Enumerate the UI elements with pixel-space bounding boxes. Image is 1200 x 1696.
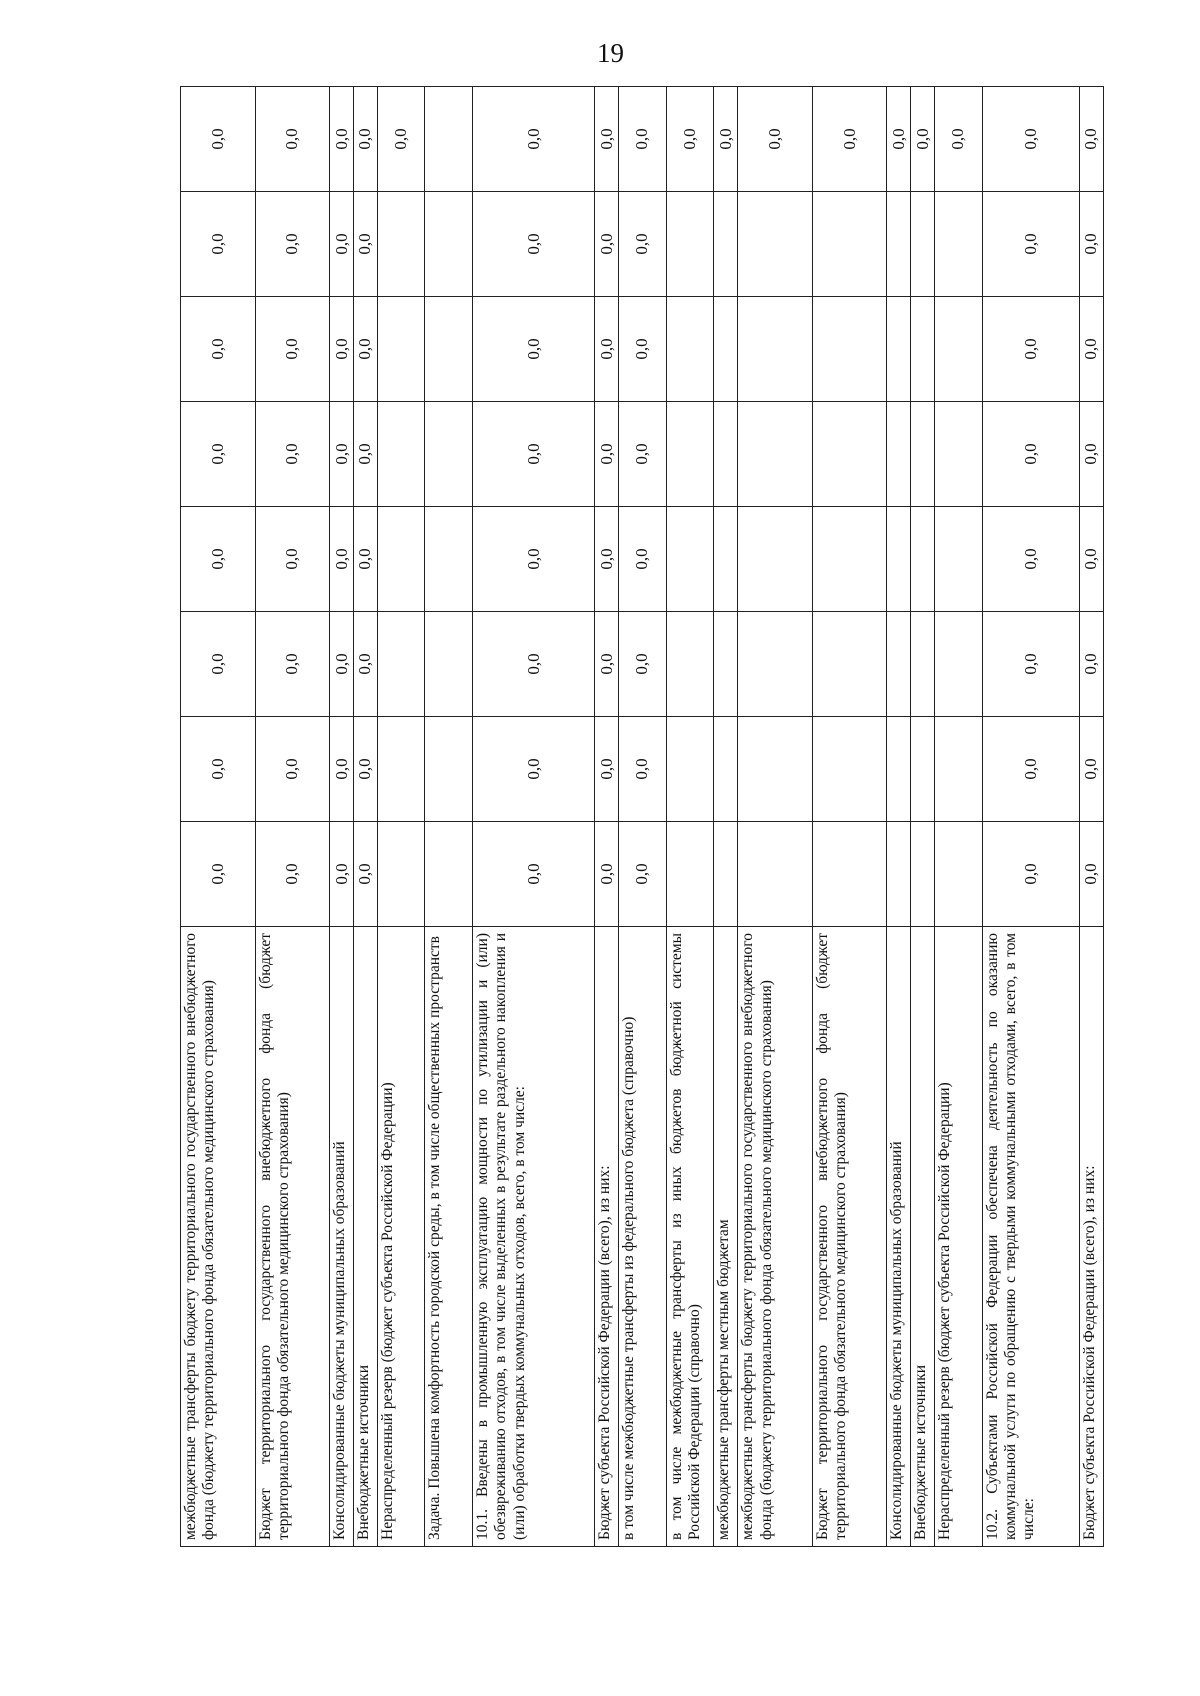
- table-row: [911, 87, 935, 1547]
- value-cell: [935, 402, 983, 507]
- value-cell: 0,0: [595, 717, 619, 822]
- value-cell: 0,0: [377, 87, 425, 192]
- value-cell: [911, 822, 935, 927]
- table-row: [619, 87, 667, 1547]
- table-row: [473, 87, 595, 1547]
- value-cell: 0,0: [595, 402, 619, 507]
- value-cell: 0,0: [595, 192, 619, 297]
- value-cell: [714, 822, 738, 927]
- value-cell: 0,0: [330, 192, 354, 297]
- value-cell: 0,0: [982, 402, 1079, 507]
- value-cell: 0,0: [887, 87, 911, 192]
- value-cell: 0,0: [353, 507, 377, 612]
- row-label: межбюджетные трансферты бюджету территориального государственного внебюджетного фонда (бюджету территориального фонда обязательного медицинского страхования): [181, 927, 256, 1547]
- table-row: [595, 87, 619, 1547]
- value-cell: [738, 717, 813, 822]
- rotated-table-wrapper: [180, 87, 1104, 1547]
- row-label: в том числе межбюджетные трансферты из федерального бюджета (справочно): [619, 927, 667, 1547]
- value-cell: [911, 402, 935, 507]
- value-cell: 0,0: [255, 297, 330, 402]
- value-cell: 0,0: [181, 507, 256, 612]
- value-cell: [812, 717, 887, 822]
- value-cell: 0,0: [330, 717, 354, 822]
- value-cell: [935, 717, 983, 822]
- value-cell: [911, 717, 935, 822]
- value-cell: [714, 507, 738, 612]
- value-cell: 0,0: [982, 822, 1079, 927]
- value-cell: [887, 192, 911, 297]
- value-cell: [425, 192, 473, 297]
- value-cell: [812, 822, 887, 927]
- value-cell: 0,0: [1079, 822, 1103, 927]
- value-cell: 0,0: [982, 87, 1079, 192]
- value-cell: [738, 402, 813, 507]
- row-label: межбюджетные трансферты местным бюджетам: [714, 927, 738, 1547]
- value-cell: 0,0: [255, 612, 330, 717]
- table-row: [425, 87, 473, 1547]
- table-row: [181, 87, 256, 1547]
- value-cell: 0,0: [1079, 87, 1103, 192]
- row-label: Нераспределенный резерв (бюджет субъекта Российской Федерации): [935, 927, 983, 1547]
- value-cell: [887, 507, 911, 612]
- value-cell: [714, 192, 738, 297]
- table-row: [738, 87, 813, 1547]
- value-cell: 0,0: [812, 87, 887, 192]
- value-cell: 0,0: [181, 717, 256, 822]
- value-cell: [911, 507, 935, 612]
- value-cell: 0,0: [353, 402, 377, 507]
- table-row: [1079, 87, 1103, 1547]
- value-cell: [377, 297, 425, 402]
- value-cell: 0,0: [1079, 402, 1103, 507]
- table-row: [255, 87, 330, 1547]
- value-cell: [887, 297, 911, 402]
- value-cell: 0,0: [330, 612, 354, 717]
- value-cell: 0,0: [619, 192, 667, 297]
- value-cell: [377, 717, 425, 822]
- value-cell: [666, 822, 714, 927]
- value-cell: 0,0: [353, 192, 377, 297]
- value-cell: 0,0: [181, 612, 256, 717]
- value-cell: [666, 402, 714, 507]
- row-label: Нераспределенный резерв (бюджет субъекта Российской Федерации): [377, 927, 425, 1547]
- value-cell: 0,0: [255, 822, 330, 927]
- table-row: [812, 87, 887, 1547]
- value-cell: 0,0: [595, 507, 619, 612]
- value-cell: 0,0: [619, 507, 667, 612]
- value-cell: [887, 822, 911, 927]
- value-cell: 0,0: [595, 87, 619, 192]
- value-cell: [666, 717, 714, 822]
- row-label: Бюджет территориального государственного внебюджетного фонда (бюджет территориального фонда обязательного медицинского страхования): [812, 927, 887, 1547]
- value-cell: 0,0: [714, 87, 738, 192]
- page-number: 19: [597, 38, 624, 68]
- row-label: Внебюджетные источники: [353, 927, 377, 1547]
- value-cell: [666, 507, 714, 612]
- row-label: 10.2. Субъектами Российской Федерации обеспечена деятельность по оказанию коммунальной услуги по обращению с твердыми коммунальными отходами, всего, в том числе:: [982, 927, 1079, 1547]
- value-cell: [738, 192, 813, 297]
- value-cell: [377, 192, 425, 297]
- table-row: [377, 87, 425, 1547]
- table-body: [181, 87, 1104, 1547]
- value-cell: [425, 717, 473, 822]
- table-row: [666, 87, 714, 1547]
- value-cell: 0,0: [1079, 507, 1103, 612]
- row-label: Задача. Повышена комфортность городской среды, в том числе общественных пространств: [425, 927, 473, 1547]
- value-cell: [812, 192, 887, 297]
- value-cell: 0,0: [473, 192, 595, 297]
- value-cell: 0,0: [1079, 192, 1103, 297]
- value-cell: 0,0: [619, 87, 667, 192]
- row-label: Бюджет территориального государственного внебюджетного фонда (бюджет территориального фонда обязательного медицинского страхования): [255, 927, 330, 1547]
- value-cell: [425, 402, 473, 507]
- value-cell: [812, 402, 887, 507]
- value-cell: [911, 612, 935, 717]
- value-cell: [935, 297, 983, 402]
- value-cell: 0,0: [330, 297, 354, 402]
- table-row: [714, 87, 738, 1547]
- value-cell: [666, 192, 714, 297]
- value-cell: [425, 297, 473, 402]
- value-cell: [714, 612, 738, 717]
- value-cell: [812, 612, 887, 717]
- value-cell: 0,0: [935, 87, 983, 192]
- value-cell: 0,0: [353, 87, 377, 192]
- value-cell: [738, 297, 813, 402]
- value-cell: 0,0: [473, 507, 595, 612]
- value-cell: [666, 612, 714, 717]
- table-row: [935, 87, 983, 1547]
- value-cell: [377, 612, 425, 717]
- value-cell: 0,0: [181, 402, 256, 507]
- value-cell: [377, 822, 425, 927]
- value-cell: [935, 507, 983, 612]
- table-row: [330, 87, 354, 1547]
- row-label: Внебюджетные источники: [911, 927, 935, 1547]
- row-label: Консолидированные бюджеты муниципальных образований: [887, 927, 911, 1547]
- value-cell: 0,0: [619, 717, 667, 822]
- value-cell: [738, 822, 813, 927]
- value-cell: 0,0: [255, 87, 330, 192]
- value-cell: [911, 297, 935, 402]
- value-cell: 0,0: [473, 822, 595, 927]
- value-cell: [425, 87, 473, 192]
- table-row: [353, 87, 377, 1547]
- value-cell: 0,0: [181, 297, 256, 402]
- value-cell: 0,0: [330, 507, 354, 612]
- value-cell: 0,0: [595, 612, 619, 717]
- value-cell: 0,0: [911, 87, 935, 192]
- row-label: Бюджет субъекта Российской Федерации (всего), из них:: [595, 927, 619, 1547]
- value-cell: 0,0: [473, 612, 595, 717]
- value-cell: 0,0: [330, 822, 354, 927]
- value-cell: [887, 717, 911, 822]
- table-row: [982, 87, 1079, 1547]
- value-cell: 0,0: [738, 87, 813, 192]
- value-cell: 0,0: [473, 297, 595, 402]
- value-cell: 0,0: [619, 402, 667, 507]
- row-label: Бюджет субъекта Российской Федерации (всего), из них:: [1079, 927, 1103, 1547]
- value-cell: 0,0: [330, 87, 354, 192]
- value-cell: 0,0: [473, 402, 595, 507]
- value-cell: [738, 507, 813, 612]
- value-cell: 0,0: [1079, 612, 1103, 717]
- value-cell: 0,0: [181, 822, 256, 927]
- value-cell: 0,0: [181, 87, 256, 192]
- value-cell: 0,0: [353, 822, 377, 927]
- row-label: Консолидированные бюджеты муниципальных образований: [330, 927, 354, 1547]
- value-cell: 0,0: [353, 612, 377, 717]
- value-cell: 0,0: [255, 507, 330, 612]
- value-cell: [812, 507, 887, 612]
- value-cell: [935, 612, 983, 717]
- value-cell: 0,0: [982, 192, 1079, 297]
- value-cell: 0,0: [666, 87, 714, 192]
- value-cell: [812, 297, 887, 402]
- value-cell: 0,0: [982, 297, 1079, 402]
- value-cell: [425, 612, 473, 717]
- value-cell: [377, 402, 425, 507]
- value-cell: [935, 822, 983, 927]
- row-label: в том числе межбюджетные трансферты из иных бюджетов бюджетной системы Российской Федерации (справочно): [666, 927, 714, 1547]
- value-cell: 0,0: [1079, 717, 1103, 822]
- value-cell: 0,0: [181, 192, 256, 297]
- value-cell: 0,0: [353, 297, 377, 402]
- value-cell: 0,0: [255, 192, 330, 297]
- value-cell: [425, 822, 473, 927]
- row-label: 10.1. Введены в промышленную эксплуатацию мощности по утилизации и (или) обезвреживанию отходов, в том числе выделенных в результате раздельного накопления и (или) обработки твердых коммунальных отходов, всего, в том числе:: [473, 927, 595, 1547]
- value-cell: 0,0: [595, 297, 619, 402]
- value-cell: 0,0: [255, 402, 330, 507]
- value-cell: 0,0: [255, 717, 330, 822]
- value-cell: 0,0: [473, 87, 595, 192]
- value-cell: 0,0: [619, 822, 667, 927]
- value-cell: [714, 402, 738, 507]
- value-cell: 0,0: [595, 822, 619, 927]
- value-cell: [714, 717, 738, 822]
- value-cell: [887, 402, 911, 507]
- value-cell: [666, 297, 714, 402]
- value-cell: [714, 297, 738, 402]
- value-cell: 0,0: [353, 717, 377, 822]
- table-row: [887, 87, 911, 1547]
- value-cell: [887, 612, 911, 717]
- value-cell: [911, 192, 935, 297]
- budget-table: [180, 86, 1104, 1547]
- value-cell: 0,0: [982, 612, 1079, 717]
- row-label: межбюджетные трансферты бюджету территориального государственного внебюджетного фонда (бюджету территориального фонда обязательного медицинского страхования): [738, 927, 813, 1547]
- value-cell: [738, 612, 813, 717]
- value-cell: [935, 192, 983, 297]
- value-cell: 0,0: [982, 717, 1079, 822]
- value-cell: 0,0: [619, 297, 667, 402]
- value-cell: [425, 507, 473, 612]
- value-cell: 0,0: [982, 507, 1079, 612]
- value-cell: [377, 507, 425, 612]
- value-cell: 0,0: [1079, 297, 1103, 402]
- value-cell: 0,0: [330, 402, 354, 507]
- value-cell: 0,0: [619, 612, 667, 717]
- value-cell: 0,0: [473, 717, 595, 822]
